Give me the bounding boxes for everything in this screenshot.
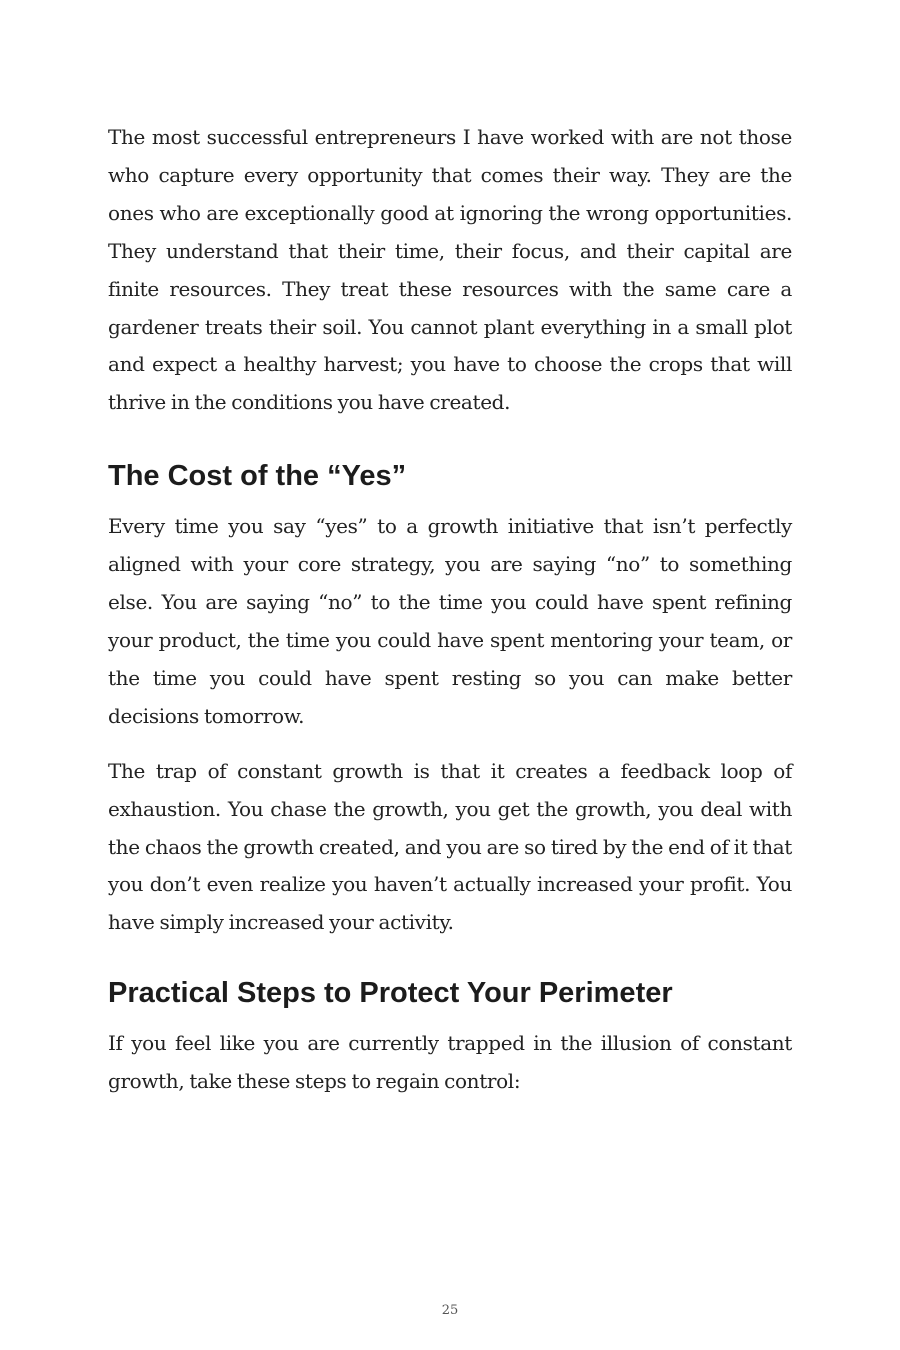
heading-cost-of-yes: The Cost of the “Yes”: [108, 460, 407, 493]
paragraph-cost-2: The trap of constant growth is that it creates a feedback loop of exhaustion. You chase the growth, you get the growth, you deal with the chaos the growth created, and you are so tired by the end of it that you don’t even realize you haven’t actually increased your profit. You have simply increased your activity.: [108, 758, 792, 935]
paragraph-cost-1: Every time you say “yes” to a growth initiative that isn’t perfectly aligned with your core strategy, you are saying “no” to something else. You are saying “no” to the time you could have spent refining your product, the time you could have spent mentoring your team, or the time you could have spent resting so you can make better decisions tomorrow.: [108, 514, 792, 728]
heading-practical-steps: Practical Steps to Protect Your Perimeter: [108, 977, 673, 1010]
page-number: 25: [441, 1303, 459, 1318]
paragraph-steps-1: If you feel like you are currently trapped in the illusion of constant growth, take these steps to regain control:: [108, 1031, 792, 1094]
page-body: [108, 119, 792, 1101]
paragraph-intro: The most successful entrepreneurs I have worked with are not those who capture every opportunity that comes their way. They are the ones who are exceptionally good at ignoring the wrong opportunities. They understand that their time, their focus, and their capital are finite resources. They treat these resources with the same care a gardener treats their soil. You cannot plant everything in a small plot and expect a healthy harvest; you have to choose the crops that will thrive in the conditions you have created.: [108, 125, 792, 415]
